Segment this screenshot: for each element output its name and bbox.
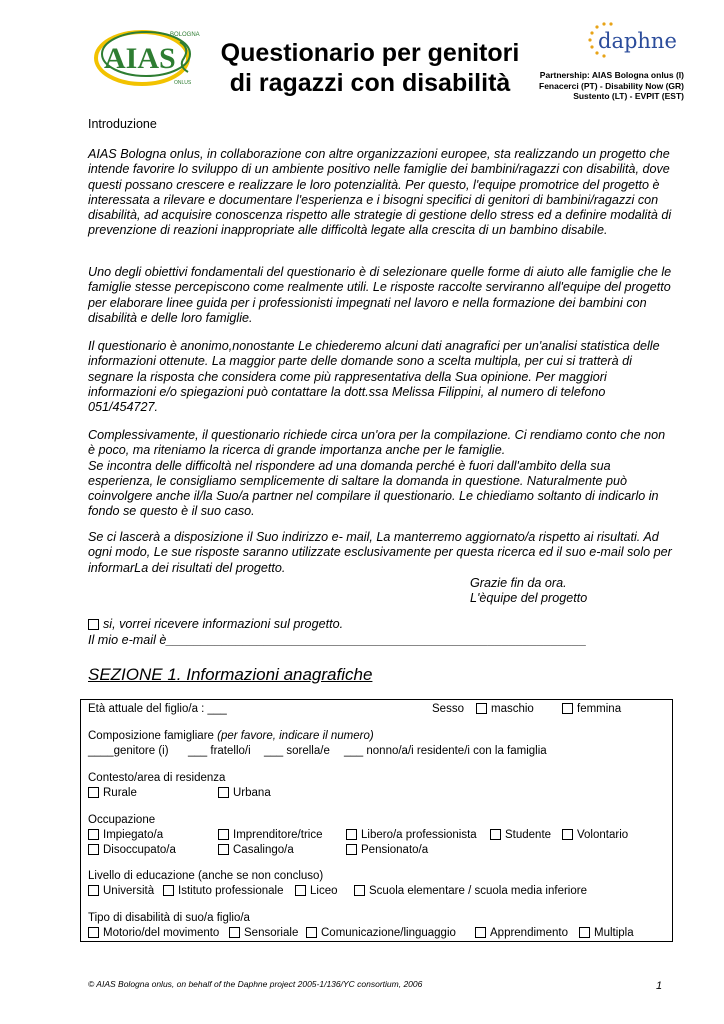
thanks-line-1: Grazie fin da ora. xyxy=(470,576,567,590)
title-line-1: Questionario per genitori xyxy=(220,39,520,67)
family-sisters[interactable]: ___ sorella/e xyxy=(264,745,330,757)
intro-paragraph-1: AIAS Bologna onlus, in collaborazione con altre organizzazioni europee, sta realizzando un progetto che intende favorire lo sviluppo di un ambiente positivo nelle famiglie dei bambini/ragazzi con disabilità, dove questi possano crescere e realizzare le loro potenzialità. Per questo, l'equipe promotrice del progetto è interessata a rilevare e documentare l'esperienza e i bisogni specifici di genitori di bambini/ragazzi con disabilità, ad acquisire conoscenza rispetto alle strategie di gestione dello stress ed a definire modalità di prevenzione di reazioni inappropriate alle difficoltà legate alla crescita di un bambino disabile. xyxy=(88,147,672,238)
partnership-line: Partnership: AIAS Bologna onlus (I) xyxy=(539,70,684,80)
optin-label: si, vorrei ricevere informazioni sul progetto. xyxy=(103,617,344,631)
occupation-option[interactable]: Casalingo/a xyxy=(218,844,294,856)
education-option[interactable]: Scuola elementare / scuola media inferiore xyxy=(354,885,587,897)
intro-paragraph-4a: Complessivamente, il questionario richiede circa un'ora per la compilazione. Ci rendiamo conto che non è poco, ma riteniamo la ricerca di grande importanza anche per le famiglie. xyxy=(88,428,666,458)
thanks-line-2: L'èquipe del progetto xyxy=(470,591,588,606)
section-title: SEZIONE 1. Informazioni anagrafiche xyxy=(88,665,373,684)
checkbox[interactable] xyxy=(88,844,99,855)
page-title xyxy=(215,38,525,98)
family-brothers[interactable]: ___ fratello/i xyxy=(188,745,251,757)
checkbox[interactable] xyxy=(88,829,99,840)
disability-option[interactable]: Sensoriale xyxy=(229,927,298,939)
sex-option-female[interactable]: femmina xyxy=(562,703,621,715)
disability-label: Tipo di disabilità di suo/a figlio/a xyxy=(88,912,250,924)
family-grandparents[interactable]: ___ nonno/a/i residente/i con la famiglia xyxy=(344,745,547,757)
aias-logo-text: AIAS xyxy=(104,42,176,75)
partnership-line: Sustento (LT) - EVPIT (EST) xyxy=(573,91,684,101)
checkbox[interactable] xyxy=(295,885,306,896)
checkbox[interactable] xyxy=(88,927,99,938)
occupation-label: Occupazione xyxy=(88,814,156,826)
footer-copyright: © AIAS Bologna onlus, on behalf of the Daphne project 2005-1/136/YC consortium, 2006 xyxy=(88,979,423,989)
page-number: 1 xyxy=(656,980,663,992)
aias-logo-subtext: BOLOGNA xyxy=(170,32,200,38)
family-hint: (per favore, indicare il numero) xyxy=(217,730,374,742)
checkbox[interactable] xyxy=(354,885,365,896)
checkbox[interactable] xyxy=(562,829,573,840)
age-field[interactable]: Età attuale del figlio/a : ___ xyxy=(88,703,227,715)
daphne-logo-text: daphne xyxy=(598,29,677,53)
sex-label: Sesso xyxy=(432,703,464,715)
aias-logo xyxy=(92,22,202,90)
checkbox[interactable] xyxy=(218,787,229,798)
title-line-2: di ragazzi con disabilità xyxy=(229,69,511,97)
disability-option[interactable]: Motorio/del movimento xyxy=(88,927,219,939)
thanks-block xyxy=(470,576,670,607)
residence-option-rural[interactable]: Rurale xyxy=(88,787,137,799)
checkbox[interactable] xyxy=(218,829,229,840)
occupation-option[interactable]: Studente xyxy=(490,829,551,841)
occupation-option[interactable]: Imprenditore/trice xyxy=(218,829,322,841)
disability-option[interactable]: Comunicazione/linguaggio xyxy=(306,927,456,939)
family-parents[interactable]: ____genitore (i) xyxy=(88,745,169,757)
checkbox[interactable] xyxy=(475,927,486,938)
family-label: Composizione famigliare (per favore, indicare il numero) xyxy=(88,730,374,742)
checkbox[interactable] xyxy=(579,927,590,938)
education-option[interactable]: Istituto professionale xyxy=(163,885,283,897)
residence-option-urban[interactable]: Urbana xyxy=(218,787,271,799)
daphne-logo xyxy=(582,18,684,66)
intro-heading: Introduzione xyxy=(88,117,157,131)
occupation-option[interactable]: Pensionato/a xyxy=(346,844,428,856)
optin-checkbox[interactable] xyxy=(88,619,99,630)
intro-paragraph-4b: Se incontra delle difficoltà nel rispondere ad una domanda perché è fuori dall'ambito della sua esperienza, le consigliamo semplicemente di saltare la domanda in questione. Naturalmente può coinvolgere anche il/la Suo/a partner nel compilare il questionario. Le chiediamo soltanto di indicarlo in fondo se questo è il suo caso. xyxy=(88,458,659,519)
checkbox[interactable] xyxy=(490,829,501,840)
partnership-block xyxy=(520,70,684,102)
intro-paragraph-5: Se ci lascerà a disposizione il Suo indirizzo e- mail, La manterremo aggiornato/a rispetto ai risultati. Ad ogni modo, Le sue risposte saranno utilizzate esclusivamente per questa ricerca ed il suo e-mail solo per informarLa dei risultati del progetto. xyxy=(88,530,672,575)
occupation-option[interactable]: Volontario xyxy=(562,829,628,841)
partnership-line: Fenacerci (PT) - Disability Now (GR) xyxy=(539,80,684,91)
checkbox[interactable] xyxy=(218,844,229,855)
intro-paragraph-4 xyxy=(88,428,673,520)
education-label: Livello di educazione (anche se non concluso) xyxy=(88,870,324,882)
occupation-option[interactable]: Impiegato/a xyxy=(88,829,163,841)
intro-paragraph-2: Uno degli obiettivi fondamentali del questionario è di selezionare quelle forme di aiuto alle famiglie che le famiglie stesse percepiscono come realmente utili. Le risposte raccolte serviranno all'equipe del progetto per elaborare linee guida per i professionisti impegnati nel lavoro e nella formazione dei bambini con disabilità e delle loro famiglie. xyxy=(88,265,672,325)
checkbox[interactable] xyxy=(346,844,357,855)
checkbox[interactable] xyxy=(562,703,573,714)
occupation-option[interactable]: Disoccupato/a xyxy=(88,844,176,856)
aias-logo-tag: ONLUS xyxy=(174,80,192,86)
education-option[interactable]: Liceo xyxy=(295,885,338,897)
intro-paragraph-3: Il questionario è anonimo,nonostante Le chiederemo alcuni dati anagrafici per un'analisi statistica delle informazioni ottenute. La maggior parte delle domande sono a scelta multipla, per cui si tratterà di segnare la risposta che considera come più rappresentativa della Sua opinione. Per maggiori informazioni e/o spiegazioni può contattare la dott.ssa Melissa Filippini, al numero di telefono 051/454727. xyxy=(88,339,660,415)
sex-option-male[interactable]: maschio xyxy=(476,703,534,715)
email-line[interactable]: Il mio e-mail è____________________________________________________________ xyxy=(88,633,587,647)
checkbox[interactable] xyxy=(229,927,240,938)
checkbox[interactable] xyxy=(163,885,174,896)
checkbox[interactable] xyxy=(88,787,99,798)
residence-label: Contesto/area di residenza xyxy=(88,772,226,784)
occupation-option[interactable]: Libero/a professionista xyxy=(346,829,477,841)
disability-option[interactable]: Apprendimento xyxy=(475,927,568,939)
disability-option[interactable]: Multipla xyxy=(579,927,634,939)
checkbox[interactable] xyxy=(88,885,99,896)
education-option[interactable]: Università xyxy=(88,885,154,897)
checkbox[interactable] xyxy=(346,829,357,840)
optin-row xyxy=(88,617,673,632)
checkbox[interactable] xyxy=(476,703,487,714)
checkbox[interactable] xyxy=(306,927,317,938)
